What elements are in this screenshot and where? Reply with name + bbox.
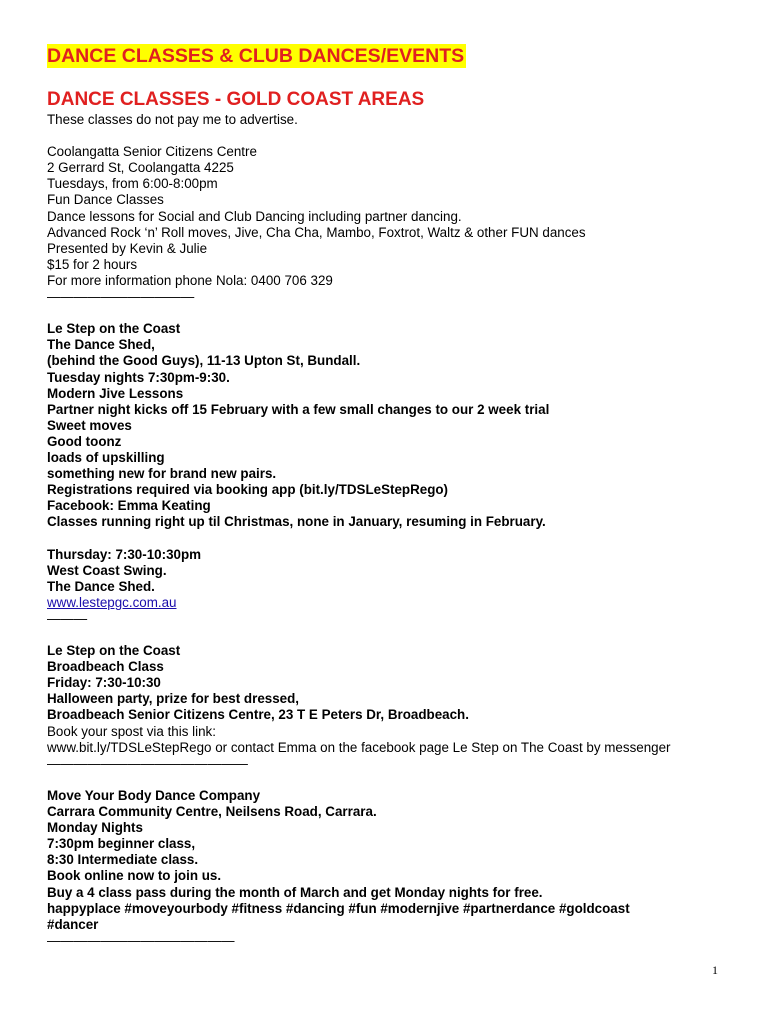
page-title: DANCE CLASSES & CLUB DANCES/EVENTS — [47, 45, 465, 67]
listing-line: Facebook: Emma Keating — [47, 498, 211, 514]
listing-line: Book online now to join us. — [47, 868, 222, 884]
website-link[interactable]: www.lestepgc.com.au — [47, 594, 177, 610]
listing-line: Good toonz — [47, 433, 122, 449]
le-step-bundall-listing — [47, 321, 747, 627]
divider: ——————————————— — [47, 755, 248, 771]
listing-line: Advanced Rock ‘n’ Roll moves, Jive, Cha Cha, Mambo, Foxtrot, Waltz & other FUN dances — [47, 224, 586, 240]
listing-line: Halloween party, prize for best dressed, — [47, 691, 300, 707]
divider: —————————————— — [47, 932, 235, 948]
move-your-body-listing — [47, 788, 747, 949]
listing-line: Coolangatta Senior Citizens Centre — [47, 144, 257, 160]
listing-line: loads of upskilling — [47, 449, 165, 465]
listing-line: $15 for 2 hours — [47, 256, 138, 272]
listing-line: Tuesdays, from 6:00-8:00pm — [47, 176, 218, 192]
listing-line: Presented by Kevin & Julie — [47, 240, 208, 256]
page-content — [47, 44, 747, 949]
listing-line: For more information phone Nola: 0400 706 329 — [47, 272, 333, 288]
intro-text: These classes do not pay me to advertise. — [47, 112, 298, 127]
listing-line: Buy a 4 class pass during the month of March and get Monday nights for free. — [47, 884, 543, 900]
listing-line: Classes running right up til Christmas, none in January, resuming in February. — [47, 514, 546, 530]
divider: ——— — [47, 610, 88, 626]
listing-line: Fun Dance Classes — [47, 192, 164, 208]
coolangatta-listing — [47, 144, 747, 305]
listing-line: 8:30 Intermediate class. — [47, 852, 199, 868]
section-heading: DANCE CLASSES - GOLD COAST AREAS — [47, 89, 425, 110]
listing-line: 2 Gerrard St, Coolangatta 4225 — [47, 160, 234, 176]
listing-line: 7:30pm beginner class, — [47, 836, 196, 852]
listing-line: Move Your Body Dance Company — [47, 787, 261, 803]
listing-line: Monday Nights — [47, 820, 143, 836]
page-number: 1 — [712, 963, 718, 977]
listing-line: Le Step on the Coast — [47, 643, 181, 659]
listing-line: Sweet moves — [47, 417, 132, 433]
listing-line: something new for brand new pairs. — [47, 466, 277, 482]
listing-line: Partner night kicks off 15 February with a few small changes to our 2 week trial — [47, 401, 550, 417]
listing-line: Registrations required via booking app (bit.ly/TDSLeStepRego) — [47, 482, 449, 498]
listing-line: Le Step on the Coast — [47, 321, 181, 337]
listing-line: happyplace #moveyourbody #fitness #dancing #fun #modernjive #partnerdance #goldcoast — [47, 900, 630, 916]
listing-line: The Dance Shed, — [47, 337, 155, 353]
listing-line: Carrara Community Centre, Neilsens Road, Carrara. — [47, 804, 377, 820]
listing-line: www.bit.ly/TDSLeStepRego or contact Emma on the facebook page Le Step on The Coast by messenger — [47, 739, 671, 755]
divider: ——————————— — [47, 289, 195, 305]
listing-line: West Coast Swing. — [47, 562, 167, 578]
listing-line: Dance lessons for Social and Club Dancing including partner dancing. — [47, 208, 462, 224]
listing-line: Broadbeach Senior Citizens Centre, 23 T E Peters Dr, Broadbeach. — [47, 707, 469, 723]
listing-line: Modern Jive Lessons — [47, 385, 184, 401]
listing-line: #dancer — [47, 916, 99, 932]
listing-line: Friday: 7:30-10:30 — [47, 675, 161, 691]
listing-line: Tuesday nights 7:30pm-9:30. — [47, 369, 230, 385]
listing-line: Thursday: 7:30-10:30pm — [47, 546, 202, 562]
listing-line: The Dance Shed. — [47, 578, 155, 594]
listing-line: (behind the Good Guys), 11-13 Upton St, Bundall. — [47, 353, 361, 369]
le-step-broadbeach-listing — [47, 643, 747, 772]
listing-line: Broadbeach Class — [47, 659, 164, 675]
listing-line: Book your spost via this link: — [47, 723, 216, 739]
